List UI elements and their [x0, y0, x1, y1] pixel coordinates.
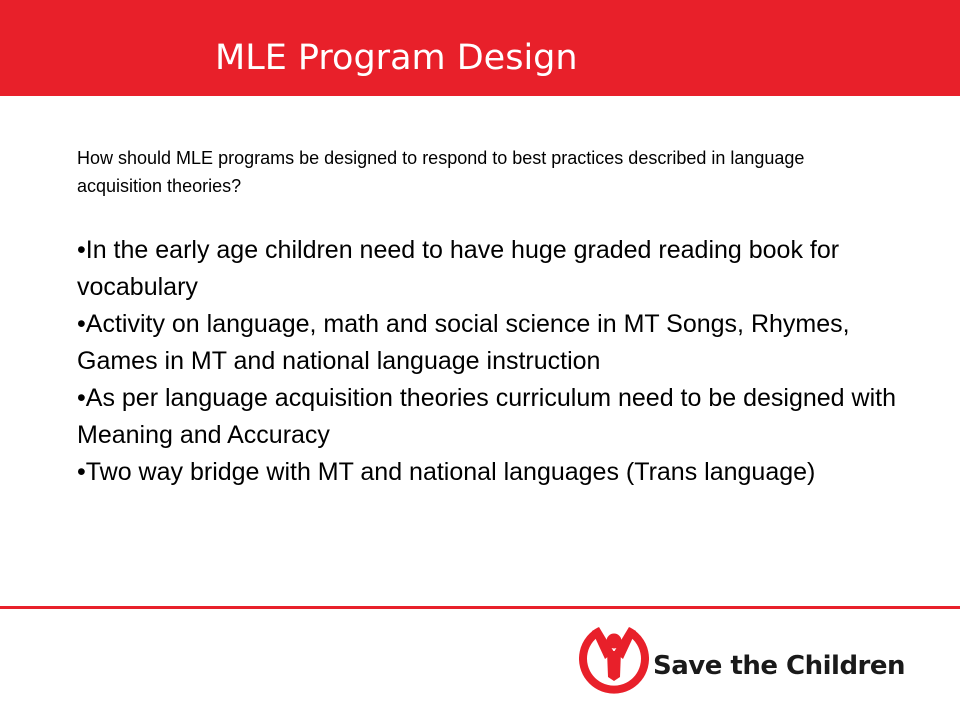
bullet-item [77, 306, 897, 380]
bullet-text: In the early age children need to have huge graded reading book for vocabulary [77, 236, 840, 301]
bullet-dot: • [77, 458, 86, 486]
logo-wordmark: Save the Children [653, 651, 906, 681]
bullet-text: Two way bridge with MT and national languages (Trans language) [85, 458, 816, 486]
intro-question: How should MLE programs be designed to respond to best practices described in language acquisition theories? [77, 148, 805, 196]
bullet-dot: • [77, 384, 86, 412]
footer-divider [0, 606, 960, 609]
bullet-list [77, 232, 897, 491]
bullet-item [77, 232, 897, 306]
child-raising-arms-icon [579, 619, 649, 711]
slide-title: MLE Program Design [215, 38, 578, 78]
bullet-item [77, 454, 897, 491]
bullet-dot: • [77, 310, 86, 338]
bullet-text: Activity on language, math and social science in MT Songs, Rhymes, Games in MT and national language instruction [77, 310, 850, 375]
save-the-children-logo [579, 619, 919, 711]
bullet-dot: • [77, 236, 86, 264]
header-band [0, 0, 960, 96]
bullet-text: As per language acquisition theories curriculum need to be designed with Meaning and Accuracy [77, 384, 896, 449]
bullet-item [77, 380, 897, 454]
